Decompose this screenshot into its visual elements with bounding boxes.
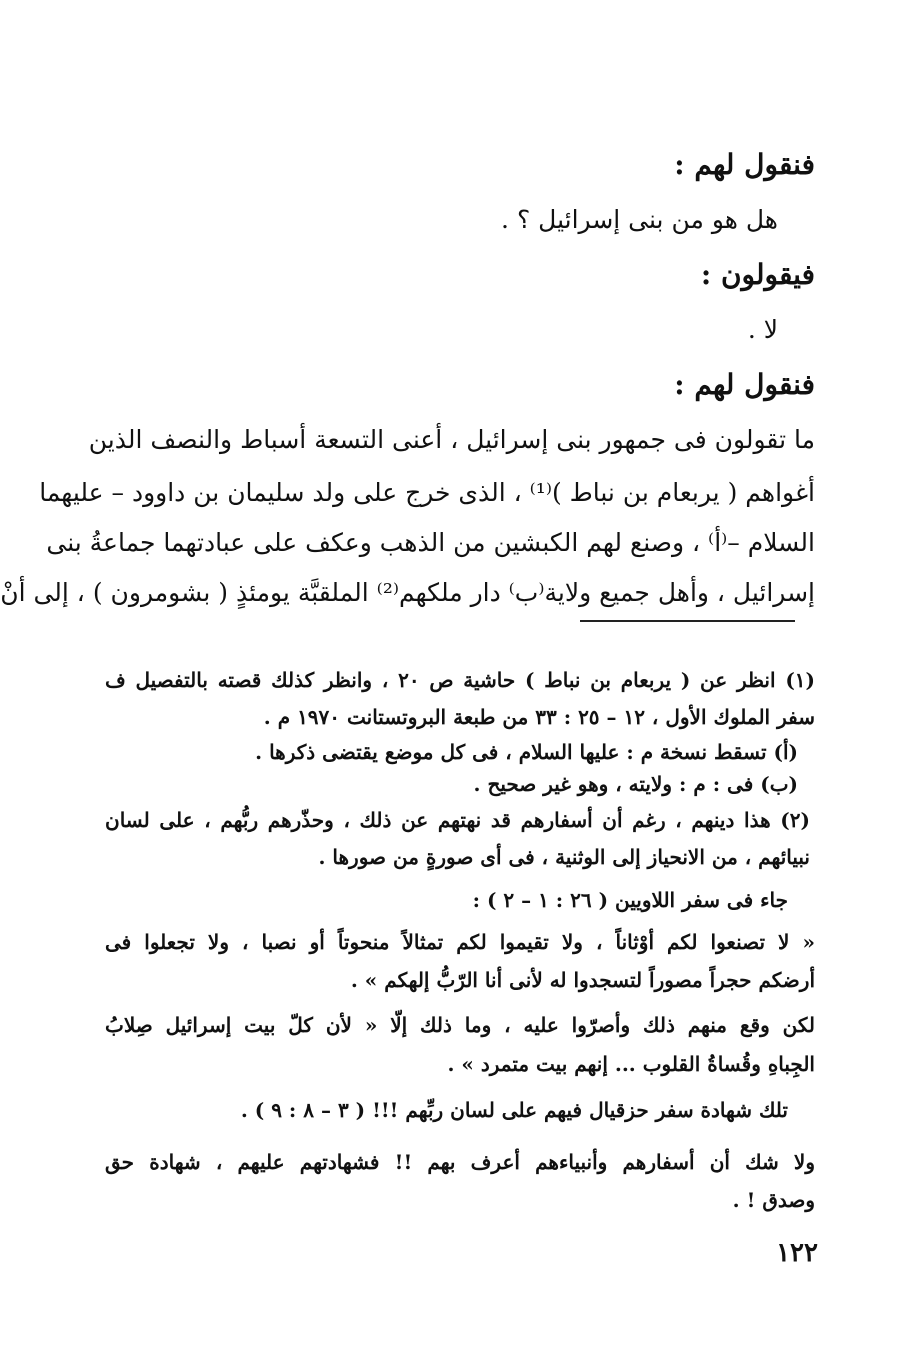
heading-fanaqul-2: فنقول لهم :: [674, 368, 815, 401]
question-line: هل هو من بنى إسرائيل ؟ .: [501, 205, 778, 234]
footnote-2-line-2: نبيائهم ، من الانحياز إلى الوثنية ، فى أى صورةٍ من صورها .: [318, 845, 810, 869]
footnote-b: (ب) فى : م : ولايته ، وهو غير صحيح .: [473, 772, 798, 796]
paragraph-line-4: إسرائيل ، وأهل جميع ولاية⁽ب⁾ دار ملكهم⁽²⁾ الملقبَّة يومئذٍ ( بشومرون ) ، إلى أنْ: [0, 578, 815, 607]
quote-1-line-1: « لا تصنعوا لكم أوْثاناً ، ولا تقيموا لكم تمثالاً منحوتاً أو نصبا ، ولا تجعلوا فى: [105, 930, 815, 954]
page-number: ١٢٢: [776, 1238, 818, 1268]
closing-line-1: ولا شك أن أسفارهم وأنبياءهم أعرف بهم !! فشهادتهم عليهم ، شهادة حق: [105, 1150, 815, 1174]
footnote-1-line-1: (١) انظر عن ( يربعام بن نباط ) حاشية ص ٢٠ ، وانظر كذلك قصته بالتفصيل ف: [105, 668, 815, 692]
heading-fayaqulun: فيقولون :: [700, 258, 815, 291]
footnote-1-line-2: سفر الملوك الأول ، ١٢ – ٢٥ : ٣٣ من طبعة البروتستانت ١٩٧٠ م .: [263, 705, 815, 729]
heading-fanaqul-1: فنقول لهم :: [674, 148, 815, 181]
quote-2-line-2: الجِباهِ وقُساةُ القلوب ... إنهم بيت متمرد » .: [447, 1052, 815, 1076]
answer-line: لا .: [747, 315, 778, 344]
quote-2-line-1: لكن وقع منهم ذلك وأصرّوا عليه ، وما ذلك إلّا « لأن كلّ بيت إسرائيل صِلابُ: [105, 1013, 815, 1037]
closing-line-2: وصدق ! .: [732, 1188, 815, 1212]
footnote-2-line-1: (٢) هذا دينهم ، رغم أن أسفارهم قد نهتهم عن ذلك ، وحذّرهم ربُّهم ، على لسان: [105, 808, 810, 832]
footnote-a: (أ) تسقط نسخة م : عليها السلام ، فى كل موضع يقتضى ذكرها .: [255, 740, 798, 764]
quote-1-line-2: أرضكم حجراً مصوراً لتسجدوا له لأنى أنا الرّبُّ إلهكم » .: [350, 968, 815, 992]
footnote-separator: [580, 620, 795, 622]
paragraph-line-3: السلام –⁽أ⁾ ، وصنع لهم الكبشين من الذهب وعكف على عبادتهما جماعةُ بنى: [46, 528, 815, 557]
footnote-2-line-3: جاء فى سفر اللاويين ( ٢٦ : ١ – ٢ ) :: [472, 888, 788, 912]
quote-3: تلك شهادة سفر حزقيال فيهم على لسان ربِّهم !!! ( ٣ – ٨ : ٩ ) .: [240, 1098, 788, 1122]
paragraph-line-1: ما تقولون فى جمهور بنى إسرائيل ، أعنى التسعة أسباط والنصف الذين: [88, 425, 815, 454]
paragraph-line-2: أغواهم ( يربعام بن نباط )⁽¹⁾ ، الذى خرج على ولد سليمان بن داوود – عليهما: [39, 478, 815, 507]
